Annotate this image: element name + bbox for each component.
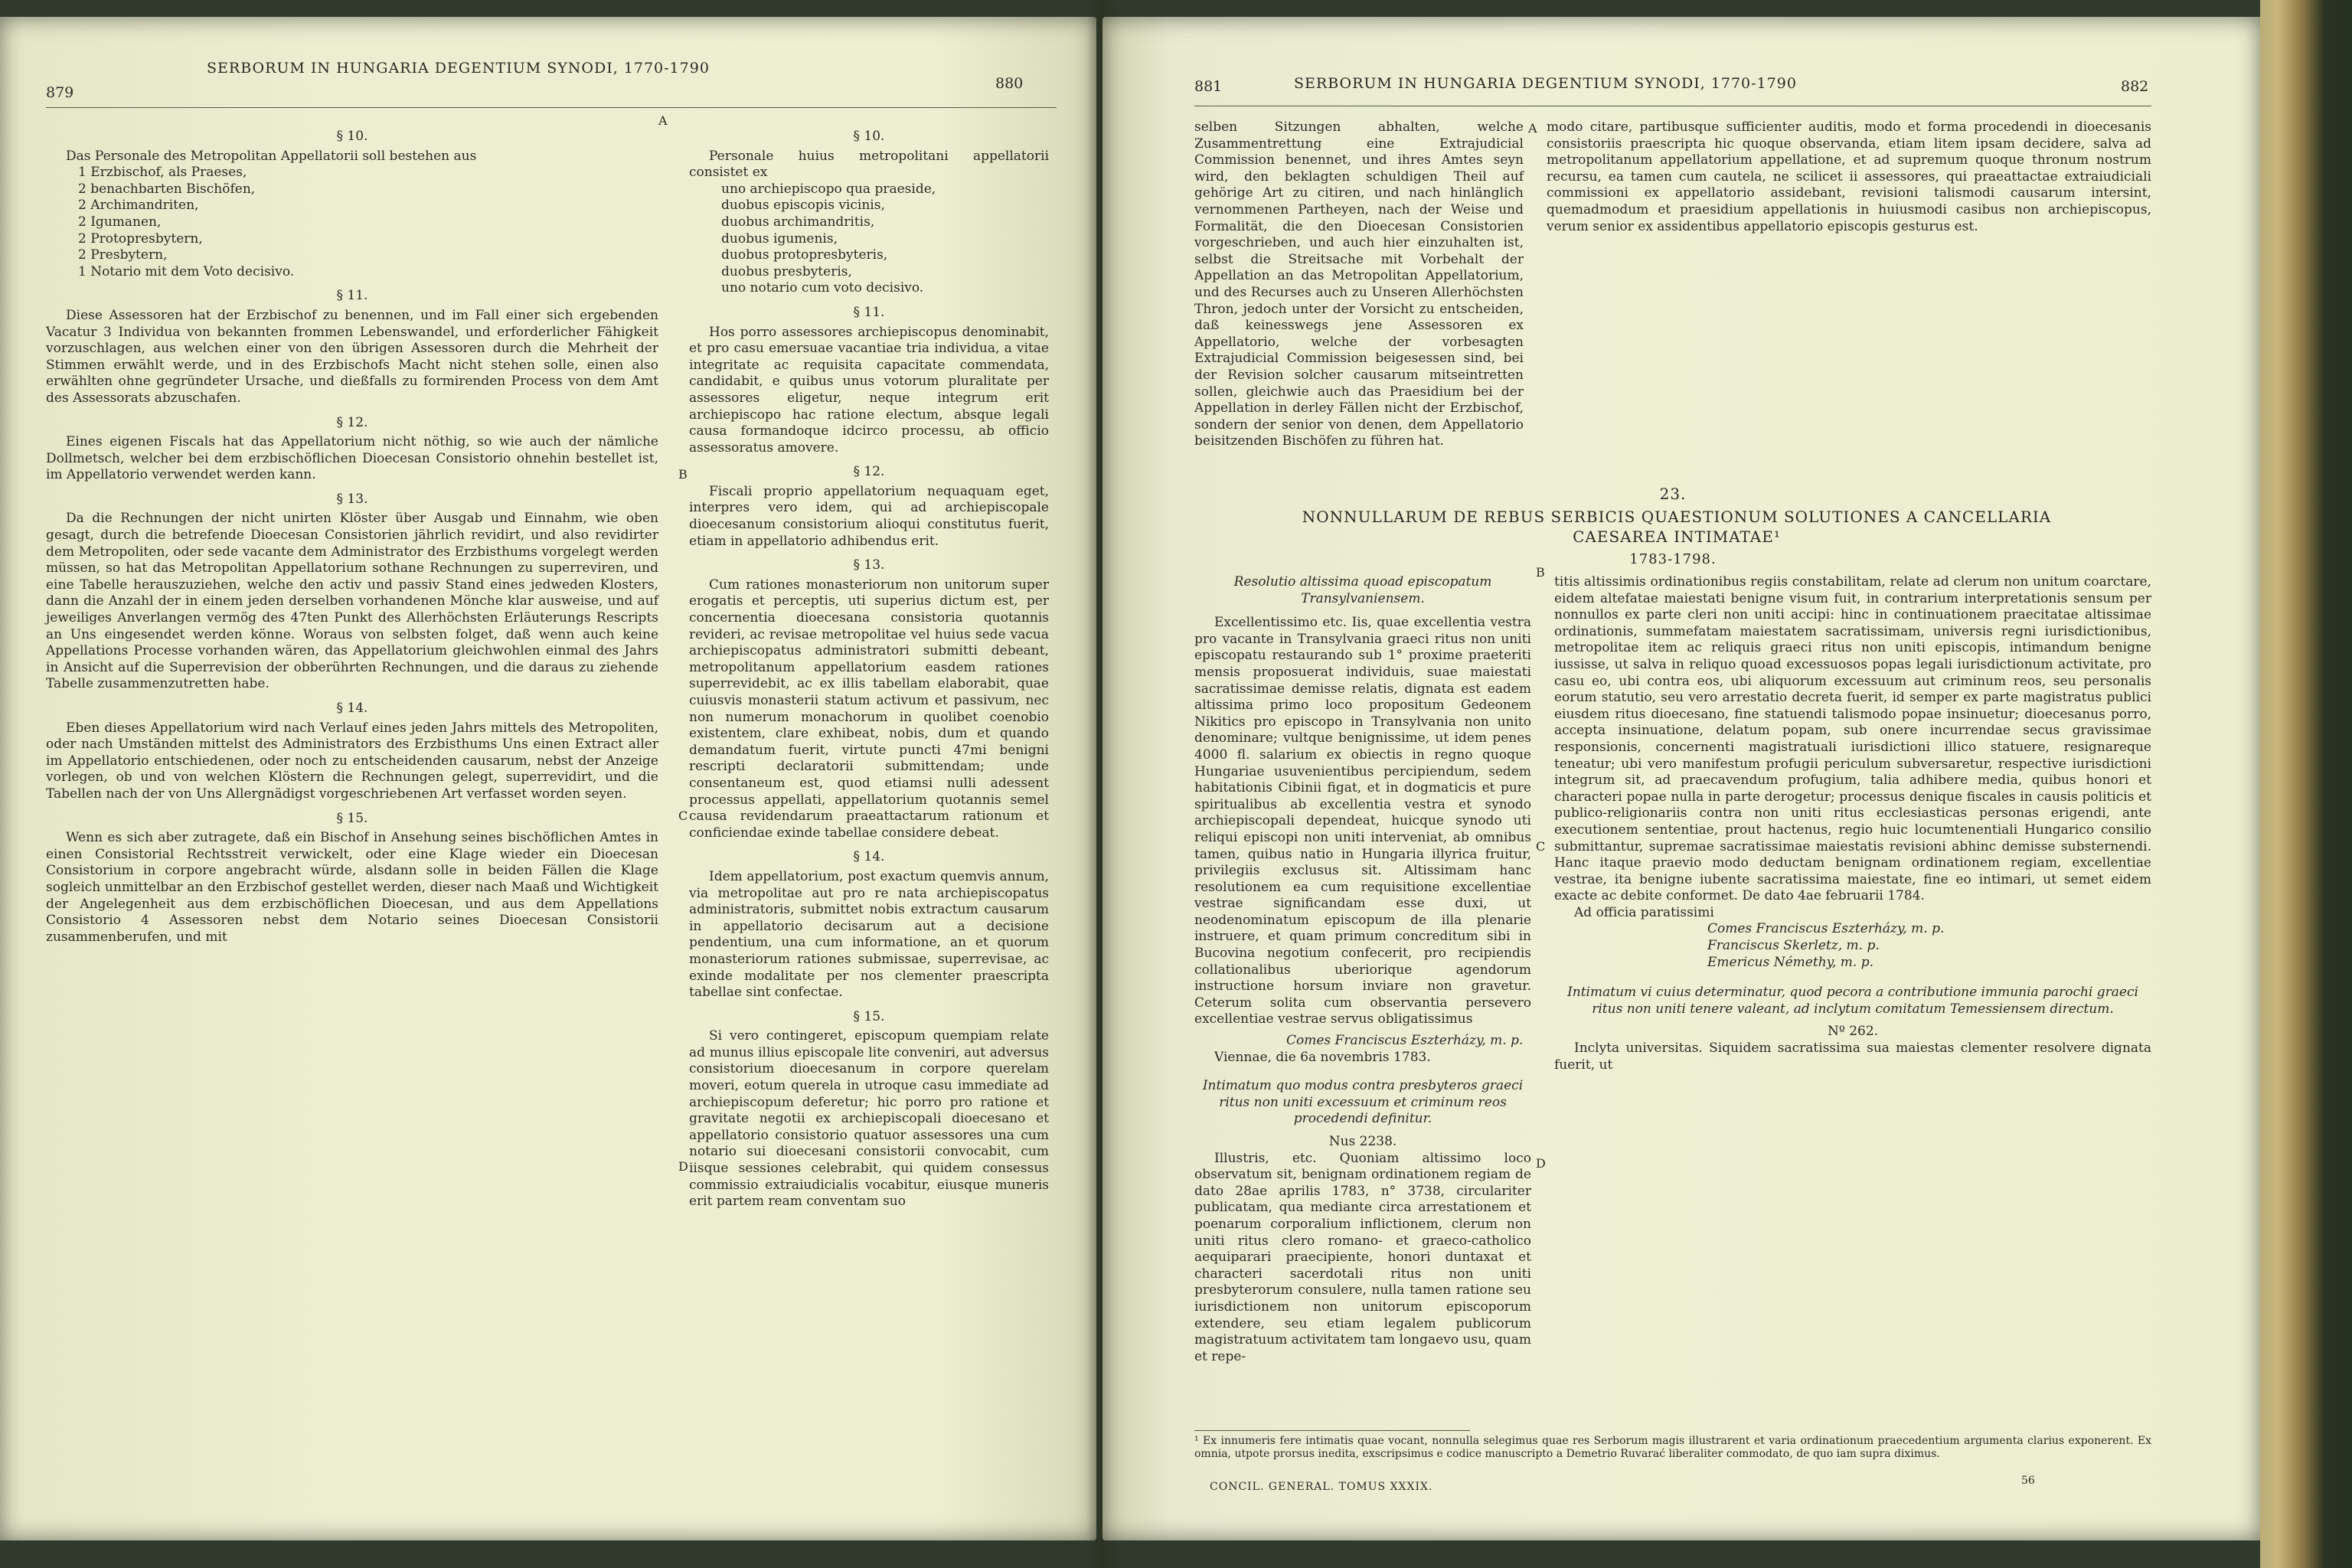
signature-3: Emericus Némethy, m. p. xyxy=(1707,954,1874,970)
list-item: duobus presbyteris, xyxy=(721,263,852,279)
resolutio-date: Viennae, die 6a novembris 1783. xyxy=(1214,1049,1431,1065)
intimatum-1-number: Nus 2238. xyxy=(1328,1134,1397,1149)
section-15-text: Wenn es sich aber zutragete, daß ein Bischof in Ansehung seines bischöflichen Amtes in einen Consistorial Rechtsstreit verwickelt, oder eine Klage wieder ein Dioecesan Consistorium in corpore angebracht würde, alsdann solle in beiden Fällen die Klage sogleich unmittelbar an den Erzbischof gestellet werden, dieser nach Maaß und Wichtigkeit der Angelegenheit aus dem erzbischöflichen Dioecesan, und aus dem Appellations Consistorio 4 Assessoren nebst dem Notario seines Dioecesan Consistorii zusammenberufen, und mit xyxy=(46,830,658,945)
intimatum-1-title: Intimatum quo modus contra presbyteros graeci ritus non uniti excessuum et criminum reos procedendi definitur. xyxy=(1202,1078,1524,1127)
list-item: 2 Archimandriten, xyxy=(78,198,199,214)
resolutio-signature: Comes Franciscus Eszterházy, m. p. xyxy=(1286,1033,1524,1049)
section-10-heading: § 10. xyxy=(853,129,885,144)
margin-marker-d: D xyxy=(1536,1156,1546,1171)
section-10-intro: Personale huius metropolitani appellatorii consistet ex xyxy=(689,148,1049,181)
header-rule xyxy=(46,107,1057,108)
section-15-heading: § 15. xyxy=(336,810,368,826)
german-continuation-text: selben Sitzungen abhalten, welche Zusammentrettung eine Extrajudicial Commission benennet, und ihres Amtes seyn wird, den beklagten schuldigen Theil auf gehörige Art zu citiren, und nach hinlänglich vernommenen Partheyen, nach der Weise und Formalität, die den Dioecesan Consistorien vorgeschrieben, und auch hier einzuhalten ist, selbst die Streitsache mit Vorbehalt der Appellation an das Metropolitan Appellatorium, und des Recurses auch zu Unseren Allerhöchsten Thron, jedoch unter der Vorsicht zu entscheiden, daß keinesswegs jene Assessoren ex Appellatorio, welche der vorbesagten Extrajudicial Commission beigesessen sind, bei der Revision solcher causarum mitseintretten sollen, gleichwie auch das Praesidium bei der Appellation in derley Fällen nicht der Erzbischof, sondern der senior von denen, dem Appellatorio beisitzenden Bischöfen zu führen hat. xyxy=(1194,119,1524,449)
section-11-text: Hos porro assessores archiepiscopus denominabit, et pro casu emersuae vacantiae tria individua, a vitae integritate ac requisita capacitate commendata, candidabit, e quibus unus votorum pluralitate per assessores eligetur, neque integrum erit archiepiscopo hac ratione electum, absque legali causa formandoque idcirco processu, ab officio assessoratus amovere. xyxy=(689,324,1049,456)
section-11-heading: § 11. xyxy=(336,288,368,304)
intimatum-2-number: Nº 262. xyxy=(1827,1024,1879,1040)
margin-marker-c: C xyxy=(678,808,688,823)
latin-continuation-text: modo citare, partibusque sufficienter auditis, modo et forma procedendi in dioecesanis consistoriis praescripta hic quoque observanda, etiam litem ipsam decidere, salva ad metropolitanum appellatorium appellatione, et ad supremum quoque thronum nostrum recursu, ea tamen cum cautela, ne scilicet ii assessores, qui praeattactae extraiudiciali commissioni ex appellatorio assidebant, revisioni talismodi causarum intersint, quemadmodum et praesidium appellationis in huiusmodi casibus non archiepiscopus, verum senior ex assidentibus appellatorio episcopis gesturus est. xyxy=(1547,119,2151,234)
document-right-column xyxy=(1554,574,2151,1073)
margin-marker-a: A xyxy=(1528,121,1537,136)
intimatum-1-text: Illustris, etc. Quoniam altissimo loco observatum sit, benignam ordinationem regiam de dato 28ae aprilis 1783, n° 3738, circulariter publicatam, qua mediante circa arrestationem et poenarum corporalium inflictionem, clerum non uniti ritus clero romano- et graeco-catholico aequiparari praecipiente, honori duntaxat et characteri sacerdotali ritus non uniti presbyterorum consulere, nulla tamen ratione seu iurisdictionem non unitorum episcoporum extendere, seu etiam legalem publicorum magistratuum activitatem tam longaevo usu, quam et repe- xyxy=(1194,1150,1531,1364)
section-10-list xyxy=(721,181,1049,297)
page-number-880: 880 xyxy=(995,75,1024,92)
signature-number: 56 xyxy=(2021,1475,2035,1487)
margin-marker-b: B xyxy=(678,467,688,482)
margin-marker-b: B xyxy=(1536,565,1545,580)
section-13-heading: § 13. xyxy=(853,557,885,573)
list-item: uno notario cum voto decisivo. xyxy=(721,280,924,296)
list-item: 2 Protopresbytern, xyxy=(78,230,203,247)
book-edge xyxy=(2260,0,2352,1568)
document-number: 23. xyxy=(1659,485,1687,503)
right-page xyxy=(1102,17,2260,1540)
left-page xyxy=(0,17,1096,1540)
page-number-881: 881 xyxy=(1194,78,1223,95)
list-item: duobus archimandritis, xyxy=(721,214,875,230)
section-10-list xyxy=(78,165,658,280)
document-years: 1783-1798. xyxy=(1629,551,1717,567)
list-item: 1 Erzbischof, als Praeses, xyxy=(78,165,247,181)
section-10-intro: Das Personale des Metropolitan Appellatorii soll bestehen aus xyxy=(66,148,477,164)
page-number-879: 879 xyxy=(46,84,74,101)
list-item: duobus episcopis vicinis, xyxy=(721,198,885,214)
section-14-heading: § 14. xyxy=(853,849,885,865)
section-12-text: Eines eigenen Fiscals hat das Appellatorium nicht nöthig, so wie auch der nämliche Dollmetsch, welcher bei dem erzbischöflichen Dioecesan Consistorio ohnehin bestellet ist, im Appellatorio verwendet werden kann. xyxy=(46,434,658,483)
list-item: 1 Notario mit dem Voto decisivo. xyxy=(78,263,295,279)
signature-2: Franciscus Skerletz, m. p. xyxy=(1707,938,1880,954)
list-item: uno archiepiscopo qua praeside, xyxy=(721,181,936,197)
page-number-882: 882 xyxy=(2121,78,2149,95)
list-item: 2 Igumanen, xyxy=(78,214,162,230)
list-item: 2 benachbarten Bischöfen, xyxy=(78,181,256,197)
section-12-heading: § 12. xyxy=(336,414,368,430)
german-column xyxy=(46,121,658,946)
resolutio-text: Excellentissimo etc. Iis, quae excellentia vestra pro vacante in Transylvania graeci ritus non uniti episcopatu restaurando sub 1° proxime praeteriti mensis proposuerat individuis, suae maiestati sacratissimae demisse relatis, dignata est eadem altissima primo loco propositum Gedeonem Nikitics pro episcopo in Transylvania non unito denominare; vultque benignissime, ut idem penes 4000 fl. salarium ex obiectis in regno quoque Hungariae usuvenientibus percipiendum, sedem habitationis Cibinii figat, et in dogmaticis et pure spiritualibus ab excellentia vestra et synodo archiepiscopali dependeat, huicque synodo uti reliqui episcopi non uniti interveniat, ab omnibus tamen, quibus natio in Hungaria illyrica fruitur, privilegiis exclusus sit. Altissimam hanc resolutionem ea cum requisitione excellentiae vestrae significandam esse duxi, ut neodenominatum episcopum de illa plenarie instruere, et quam primum concreditum sibi in Bucovina negotium confecerit, pro recipiendis collationalibus uberiorique agendorum instructione horsum inviare non gravetur. Ceterum solita cum observantia persevero excellentiae vestrae servus obligatissimus xyxy=(1194,615,1531,1027)
signature-line: CONCIL. GENERAL. TOMUS XXXIX. xyxy=(1210,1481,1433,1493)
section-13-text: Da die Rechnungen der nicht unirten Klöster über Ausgab und Einnahm, wie oben gesagt, durch die betrefende Dioecesan Consistorien jährlich revidirt, und also revidirter dem Metropoliten, oder sede vacante dem Administrator des Erzbisthums vorgelegt werden müssen, so hat das Metropolitan Appellatorium sothane Rechnungen zu superreviren, und eine Tabelle herauszuziehen, welche den activ und passiv Stand eines jedweden Klosters, dann die Anzahl der in einem jeden derselben vorhandenen Mönche klar ausweise, und auf jeweiliges Anverlangen vermög des 47ten Punkt des Allerhöchsten Erläuterungs Rescripts an Uns eingesendet werden könne. Woraus von selbsten folget, daß wenn auch keine Appellations Processe vorhanden wären, das Appellatorium gleichwohlen einmal des Jahrs in Ansicht auf die Superrevision der obberührten Rechnungen, und die daraus zu ziehende Tabelle zusammenzutretten habe. xyxy=(46,511,658,692)
section-15-heading: § 15. xyxy=(853,1008,885,1024)
section-15-text: Si vero contingeret, episcopum quempiam relate ad munus illius episcopale lite conveniri, aut adversus consistorium dioecesanum in corpore querelam moveri, eotum querela in utroque casu immediate ad archiepiscopum deferetur; hic porro pro ratione et gravitate negotii ex archiepiscopali dioecesano et appellatorio consistorio quatuor assessores una cum notario sui dioecesani consistorii convocabit, cum iisque sessiones celebrabit, qui quidem consessus commissio extraiudicialis vocabitur, eiusque muneris erit partem ream conventam suo xyxy=(689,1028,1049,1210)
section-14-text: Eben dieses Appellatorium wird nach Verlauf eines jeden Jahrs mittels des Metropoliten, oder nach Umständen mittelst des Administrators des Erzbisthums Uns einen Extract aller im Appellatorio entschiedenen, oder noch zu entscheidenden causarum, nebst der Anzeige vorlegen, ob und von welchen Klöstern die Rechnungen gelegt, superrevidirt, und die Tabellen nach der von Uns Allergnädigst vorgeschriebenen Art verfasset worden seyen. xyxy=(46,720,658,802)
document-title: NONNULLARUM DE REBUS SERBICIS QUAESTIONUM SOLUTIONES A CANCELLARIA CAESAREA INTIMATAE¹ xyxy=(1302,508,2052,546)
section-13-text: Cum rationes monasteriorum non unitorum super erogatis et perceptis, uti superius dictum est, per concernentia dioecesana consistoria quotannis revideri, ac revisae metropolitae vel huius sede vacua archiepiscopatus administratori submitti debeant, metropolitanum appellatorium easdem rationes superrevidebit, ac ex illis tabellam elaborabit, quae cuiusvis monasterii statum activum et passivum, nec non numerum monachorum in quolibet coenobio existentem, clare exhibeat, nobis, dum et quando demandatum fuerit, virtute puncti 47mi benigni rescripti declaratorii submittendam; unde consentaneum est, quod etiamsi nulli adessent processus appellati, appellatorium quotannis semel causa revidendarum praeattactarum rationum et conficiendae exinde tabellae considere debeat. xyxy=(689,577,1049,841)
section-10-heading: § 10. xyxy=(336,129,368,144)
intimatum-2-text: Inclyta universitas. Siquidem sacratissima sua maiestas clementer resolvere dignata fuerit, ut xyxy=(1554,1040,2151,1073)
section-13-heading: § 13. xyxy=(336,491,368,507)
right-column-closing: Ad officia paratissimi xyxy=(1574,904,1714,920)
intimatum-2-title: Intimatum vi cuius determinatur, quod pecora a contributione immunia parochi graeci ritus non uniti tenere valeant, ad inclytum comitatum Temessiensem directum. xyxy=(1567,985,2138,1017)
footnote-rule xyxy=(1194,1430,1470,1431)
running-header-right: SERBORUM IN HUNGARIA DEGENTIUM SYNODI, 1770-1790 xyxy=(1294,75,1797,92)
list-item: duobus protopresbyteris, xyxy=(721,247,888,263)
right-column-text: titis altissimis ordinationibus regiis constabilitam, relate ad clerum non unitum coarctare, eidem altefatae maiestati benigne visum fuit, in contrarium interpretationis sensum per nonnullos ex parte cleri non uniti accipi: hinc in continuationem praecitatae altissimae ordinationis, summefatam maiestatem sacratissimam, universis regni iurisdictionibus, metropolitae item ac reliquis graeci ritus non uniti episcopis, intimandum benigne iussisse, ut salva in reliquo quoad excessuosos popas legali iurisdictionum activitate, pro casu eo, ubi contra eos, ubi aliquorum excessuum aut criminum reos, seu personalis eorum statutio, seu vero arrestatio decreta fuerit, id semper ex parte magistratus publici eiusdem ritus dioecesano, fine statuendi talismodo popae insinuetur; dioecesanus porro, accepta insinuatione, delatum popam, sub onere incurrendae secus gravissimae responsionis, concernenti magistratuali iurisdictioni illico statuere, resignareque teneatur; ubi vero manifestum profugii periculum subversaretur, respective iurisdictioni integrum sit, ad praecavendum profugium, talia adhibere media, quibus honori et characteri popae nulla in parte derogetur; processus denique fiscales in causis politicis et publico-religionariis contra non uniti ritus ecclesiasticas personas erigendi, ante executionem sententiae, prout hactenus, regio huic locumtenentiali Hungarico consilio submittantur, supremae sacratissimae maiestatis revisioni abhinc demisse substernendi. Hanc itaque praevio modo deductam benignam ordinationem regiam, excellentiae vestrae, ita benigne iubente sacratissima maiestate, fine eo intimari, ut semet eidem exacte ac debite conformet. De dato 4ae februarii 1784. xyxy=(1554,574,2151,904)
resolutio-title: Resolutio altissima quoad episcopatum Transylvaniensem. xyxy=(1233,574,1492,606)
latin-column xyxy=(689,121,1049,1210)
list-item: duobus igumenis, xyxy=(721,230,838,247)
german-continuation xyxy=(1194,119,1524,450)
running-header-left: SERBORUM IN HUNGARIA DEGENTIUM SYNODI, 1770-1790 xyxy=(207,60,710,77)
section-12-heading: § 12. xyxy=(853,464,885,480)
section-11-text: Diese Assessoren hat der Erzbischof zu benennen, und im Fall einer sich ergebenden Vacatur 3 Individua von bekannten frommen Lebenswandel, und erforderlicher Fähigkeit vorzuschlagen, aus welchen einer von den übrigen Assessoren durch die Mehrheit der Stimmen erwählt werde, und in des Erzbischofs Macht nicht stehen solle, einen also erwählten ohne gegründeter Ursache, und dießfalls zu formirenden Process von dem Amt des Assessorats abzuschafen. xyxy=(46,307,658,406)
document-left-column xyxy=(1194,574,1531,1365)
section-11-heading: § 11. xyxy=(853,304,885,320)
margin-marker-d: D xyxy=(678,1159,688,1174)
latin-continuation xyxy=(1547,119,2151,235)
margin-marker-c: C xyxy=(1536,839,1546,854)
section-14-text: Idem appellatorium, post exactum quemvis annum, via metropolitae aut pro re nata archiepiscopatus administratoris, submittet nobis extractum causarum in appellatorio decisarum aut a decisione pendentium, una cum informatione, an et quorum monasteriorum rationes submissae, superrevisae, ac exinde modalitate per nos clementer praescripta tabellae sint confectae. xyxy=(689,868,1049,1001)
signature-1: Comes Franciscus Eszterházy, m. p. xyxy=(1707,921,1945,937)
section-14-heading: § 14. xyxy=(336,701,368,716)
list-item: 2 Presbytern, xyxy=(78,247,168,263)
footnote: ¹ Ex innumeris fere intimatis quae vocant, nonnulla selegimus quae res Serborum magis illustrarent et varia ordinationum praecedentium argumenta clarius exponerent. Ex omnia, utpote prorsus inedita, exscripsimus e codice manuscripto a Demetrio Ruvarać liberaliter commodato, de quo iam supra diximus. xyxy=(1194,1435,2151,1460)
section-12-text: Fiscali proprio appellatorium nequaquam eget, interpres vero idem, qui ad archiepiscopale dioecesanum consistorium alioqui constitutus fuerit, etiam in appellatorio adhibendus erit. xyxy=(689,483,1049,549)
margin-marker-a: A xyxy=(658,113,668,128)
